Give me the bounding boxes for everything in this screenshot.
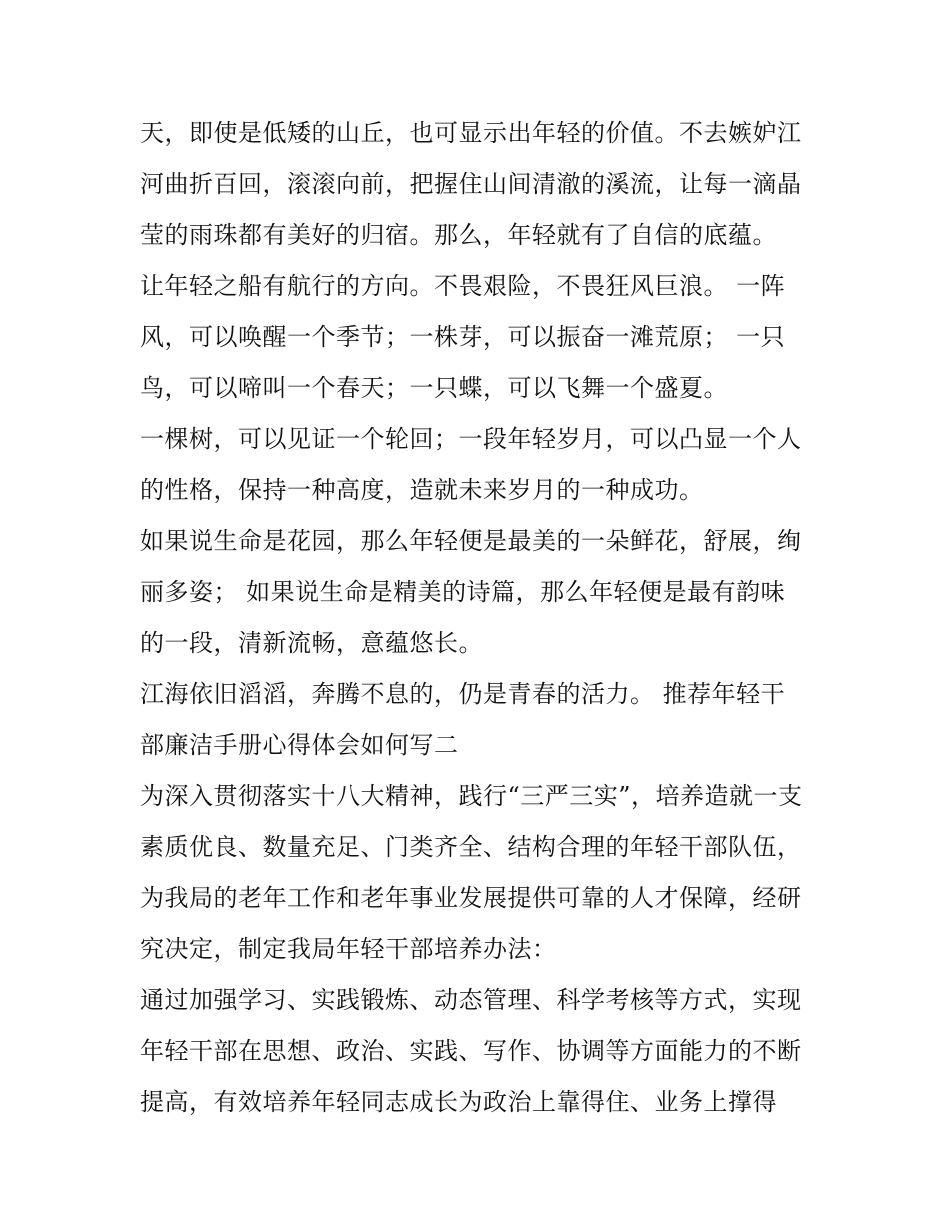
text-line: 为我局的老年工作和老年事业发展提供可靠的人才保障，经研: [140, 884, 802, 912]
text-line: 如果说生命是花园，那么年轻便是最美的一朵鲜花，舒展，绚: [140, 527, 802, 555]
text-line: 风，可以唤醒一个季节；一株芽，可以振奋一滩荒原； 一只: [140, 323, 786, 351]
text-line: 江海依旧滔滔，奔腾不息的，仍是青春的活力。 推荐年轻干: [140, 680, 786, 708]
text-line: 一棵树，可以见证一个轮回；一段年轻岁月，可以凸显一个人: [140, 425, 802, 453]
text-line: 为深入贯彻落实十八大精神，践行“三严三实”，培养造就一支: [140, 782, 803, 810]
text-line: 部廉洁手册心得体会如何写二: [140, 731, 459, 759]
body-text: [140, 108, 820, 1128]
text-line: 莹的雨珠都有美好的归宿。那么，年轻就有了自信的底蕴。: [140, 221, 777, 249]
text-line: 提高，有效培养年轻同志成长为政治上靠得住、业务上撑得: [140, 1088, 777, 1116]
text-line: 天，即使是低矮的山丘，也可显示出年轻的价值。不去嫉妒江: [140, 119, 802, 147]
text-line: 让年轻之船有航行的方向。不畏艰险，不畏狂风巨浪。 一阵: [140, 272, 786, 300]
text-line: 丽多姿； 如果说生命是精美的诗篇，那么年轻便是最有韵味: [140, 578, 786, 606]
text-line: 通过加强学习、实践锻炼、动态管理、科学考核等方式，实现: [140, 986, 802, 1014]
text-line: 素质优良、数量充足、门类齐全、结构合理的年轻干部队伍，: [140, 833, 802, 861]
text-line: 鸟，可以啼叫一个春天；一只蝶，可以飞舞一个盛夏。: [140, 374, 728, 402]
text-line: 的一段，清新流畅，意蕴悠长。: [140, 629, 483, 657]
text-line: 究决定，制定我局年轻干部培养办法：: [140, 935, 557, 963]
text-line: 年轻干部在思想、政治、实践、写作、协调等方面能力的不断: [140, 1037, 802, 1065]
text-line: 的性格，保持一种高度，造就未来岁月的一种成功。: [140, 476, 704, 504]
text-line: 河曲折百回，滚滚向前，把握住山间清澈的溪流，让每一滴晶: [140, 170, 802, 198]
